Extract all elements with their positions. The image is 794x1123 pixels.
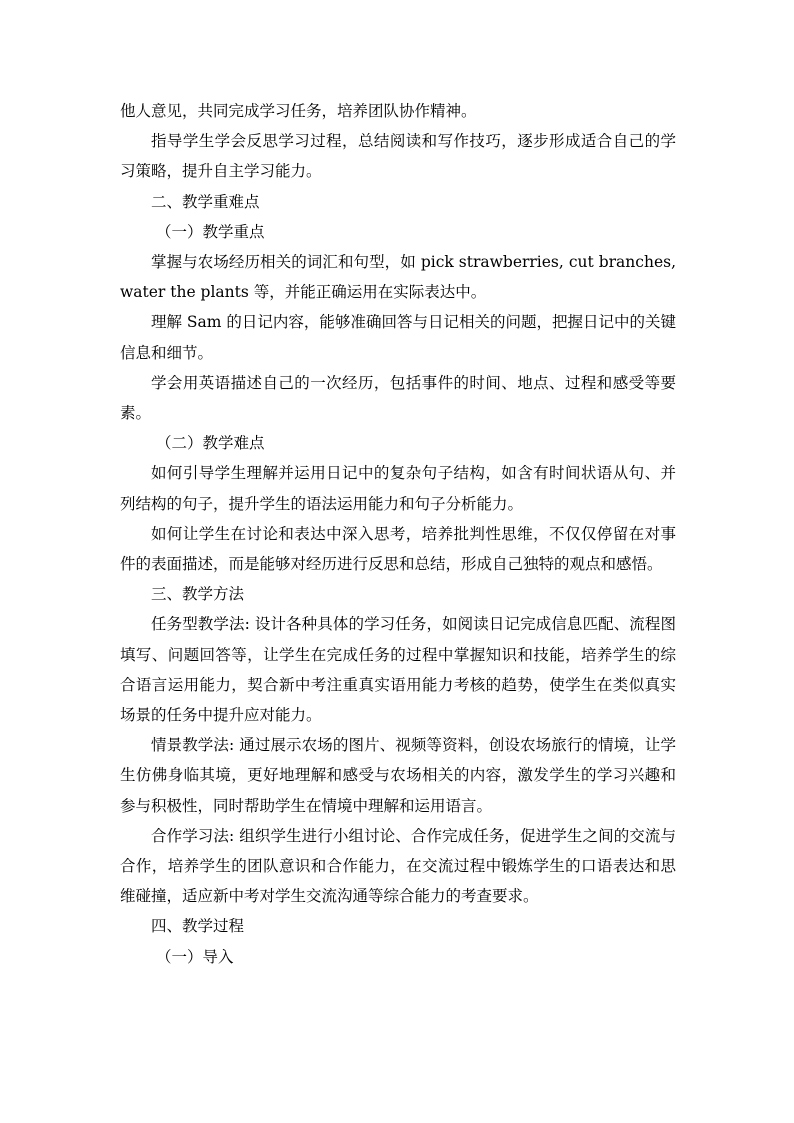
document-body bbox=[120, 96, 676, 972]
paragraph-critical-thinking: 如何让学生在讨论和表达中深入思考，培养批判性思维，不仅仅停留在对事件的表面描述，而是能够对经历进行反思和总结，形成自己独特的观点和感悟。 bbox=[120, 524, 676, 574]
paragraph-sentence-structure: 如何引导学生理解并运用日记中的复杂句子结构，如含有时间状语从句、并列结构的句子，提升学生的语法运用能力和句子分析能力。 bbox=[120, 464, 676, 513]
paragraph-continuation: 他人意见，共同完成学习任务，培养团队协作精神。 bbox=[120, 102, 477, 120]
subsection-heading-introduction: （一）导入 bbox=[156, 947, 234, 966]
subsection-heading-difficulty: （二）教学难点 bbox=[156, 434, 265, 453]
paragraph-cooperative: 合作学习法: 组织学生进行小组讨论、合作完成任务，促进学生之间的交流与合作，培养学生的团队意识和合作能力，在交流过程中锻炼学生的口语表达和思维碰撞，适应新中考对学生交流沟通等综合能力的考查要求。 bbox=[120, 826, 676, 906]
section-heading-key-points: 二、教学重难点 bbox=[151, 192, 260, 211]
section-heading-methods: 三、教学方法 bbox=[151, 585, 245, 604]
subsection-heading-focus: （一）教学重点 bbox=[156, 222, 265, 241]
paragraph-situational: 情景教学法: 通过展示农场的图片、视频等资料，创设农场旅行的情境，让学生仿佛身临其境，更好地理解和感受与农场相关的内容，激发学生的学习兴趣和参与积极性，同时帮助学生在情境中理解和运用语言。 bbox=[120, 736, 676, 815]
paragraph-describe: 学会用英语描述自己的一次经历，包括事件的时间、地点、过程和感受等要素。 bbox=[120, 373, 676, 423]
paragraph-reflection: 指导学生学会反思学习过程，总结阅读和写作技巧，逐步形成适合自己的学习策略，提升自主学习能力。 bbox=[120, 132, 676, 181]
section-heading-process: 四、教学过程 bbox=[151, 917, 245, 936]
paragraph-diary: 理解 Sam 的日记内容，能够准确回答与日记相关的问题，把握日记中的关键信息和细节。 bbox=[120, 313, 676, 362]
paragraph-vocabulary: 掌握与农场经历相关的词汇和句型，如 pick strawberries, cut branches, water the plants 等，并能正确运用在实际表达中。 bbox=[120, 253, 676, 302]
paragraph-task-based: 任务型教学法: 设计各种具体的学习任务，如阅读日记完成信息匹配、流程图填写、问题回答等，让学生在完成任务的过程中掌握知识和技能，培养学生的综合语言运用能力，契合新中考注重真实语用能力考核的趋势，使学生在类似真实场景的任务中提升应对能力。 bbox=[120, 615, 676, 725]
